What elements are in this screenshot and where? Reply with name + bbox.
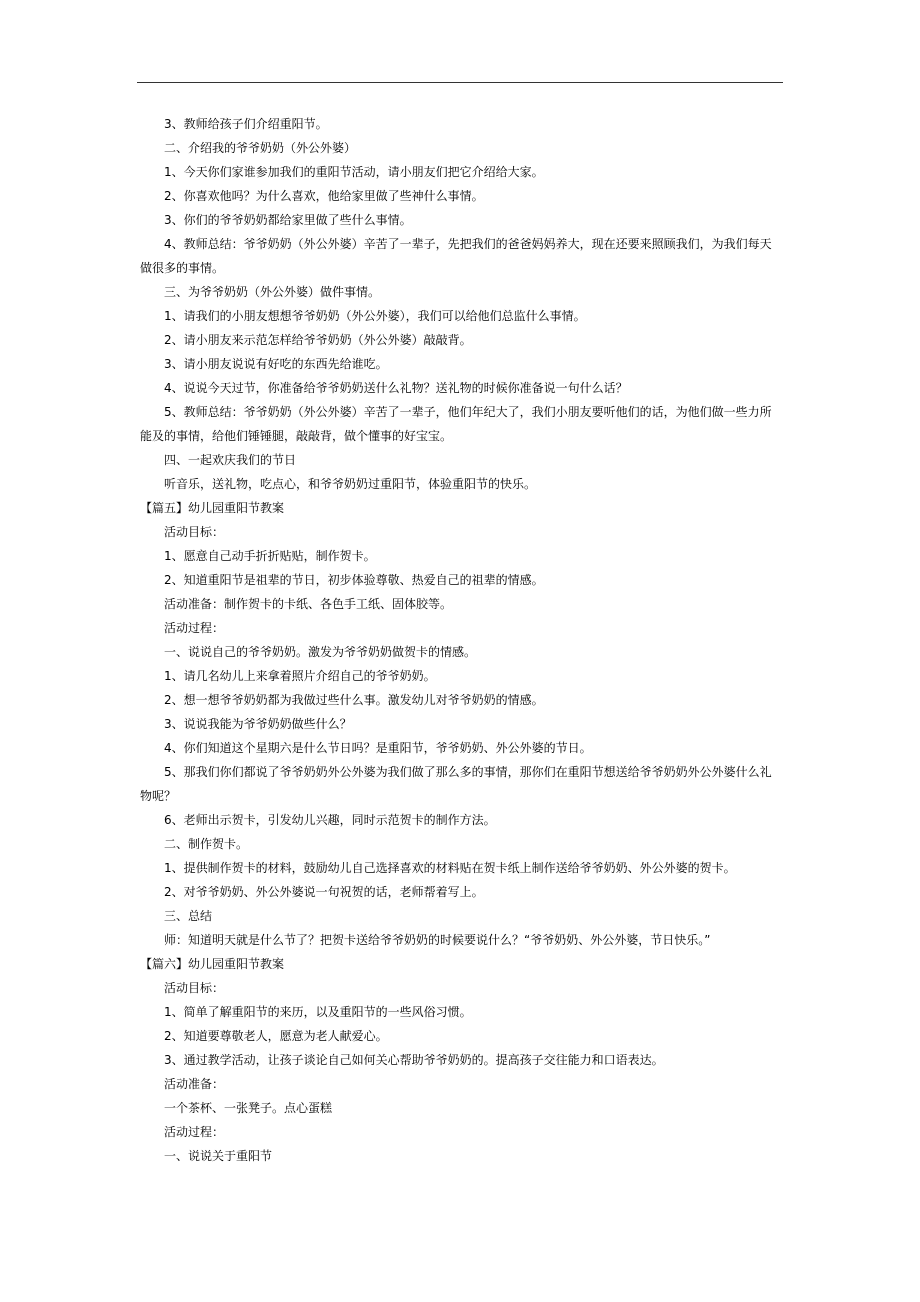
paragraph: 活动准备： [164, 1077, 225, 1091]
paragraph: 活动目标： [164, 525, 225, 539]
section-heading: 三、总结 [164, 909, 213, 923]
chapter-heading: 【篇六】幼儿园重阳节教案 [140, 957, 285, 971]
paragraph: 2、想一想爷爷奶奶都为我做过些什么事。激发幼儿对爷爷奶奶的情感。 [164, 693, 544, 707]
paragraph: 2、知道重阳节是祖辈的节日，初步体验尊敬、热爱自己的祖辈的情感。 [164, 573, 544, 587]
paragraph: 1、愿意自己动手折折贴贴，制作贺卡。 [164, 549, 376, 563]
paragraph: 2、请小朋友来示范怎样给爷爷奶奶（外公外婆）敲敲背。 [164, 333, 472, 347]
paragraph: 1、今天你们家谁参加我们的重阳节活动，请小朋友们把它介绍给大家。 [164, 165, 544, 179]
section-heading: 四、一起欢庆我们的节日 [164, 453, 297, 467]
paragraph: 3、说说我能为爷爷奶奶做些什么？ [164, 717, 352, 731]
paragraph: 师：知道明天就是什么节了？把贺卡送给爷爷奶奶的时候要说什么？“爷爷奶奶、外公外婆，节日快乐。” [164, 933, 711, 947]
paragraph: 3、请小朋友说说有好吃的东西先给谁吃。 [164, 357, 388, 371]
paragraph: 活动过程： [164, 621, 225, 635]
chapter-heading: 【篇五】幼儿园重阳节教案 [140, 501, 285, 515]
paragraph: 3、通过教学活动，让孩子谈论自己如何关心帮助爷爷奶奶的。提高孩子交往能力和口语表达。 [164, 1053, 664, 1067]
paragraph: 3、你们的爷爷奶奶都给家里做了些什么事情。 [164, 213, 412, 227]
section-heading: 一、说说关于重阳节 [164, 1149, 273, 1163]
paragraph: 4、教师总结：爷爷奶奶（外公外婆）辛苦了一辈子，先把我们的爸爸妈妈养大，现在还要来照顾我们，为我们每天做很多的事情。 [140, 237, 772, 275]
paragraph: 2、知道要尊敬老人，愿意为老人献爱心。 [164, 1029, 388, 1043]
section-heading: 一、说说自己的爷爷奶奶。激发为爷爷奶奶做贺卡的情感。 [164, 645, 477, 659]
paragraph: 2、对爷爷奶奶、外公外婆说一句祝贺的话，老师帮着写上。 [164, 885, 484, 899]
section-heading: 二、制作贺卡。 [164, 837, 249, 851]
paragraph: 1、简单了解重阳节的来历，以及重阳节的一些风俗习惯。 [164, 1005, 472, 1019]
paragraph: 活动准备：制作贺卡的卡纸、各色手工纸、固体胶等。 [164, 597, 453, 611]
paragraph: 活动过程： [164, 1125, 225, 1139]
section-heading: 二、介绍我的爷爷奶奶（外公外婆） [164, 141, 357, 155]
paragraph: 活动目标： [164, 981, 225, 995]
paragraph: 6、老师出示贺卡，引发幼儿兴趣，同时示范贺卡的制作方法。 [164, 813, 496, 827]
paragraph: 5、教师总结：爷爷奶奶（外公外婆）辛苦了一辈子，他们年纪大了，我们小朋友要听他们的话，为他们做一些力所能及的事情，给他们锤锤腿，敲敲背，做个懂事的好宝宝。 [140, 405, 772, 443]
paragraph: 1、请我们的小朋友想想爷爷奶奶（外公外婆），我们可以给他们总监什么事情。 [164, 309, 586, 323]
section-heading: 三、为爷爷奶奶（外公外婆）做件事情。 [164, 285, 381, 299]
paragraph: 5、那我们你们都说了爷爷奶奶外公外婆为我们做了那么多的事情，那你们在重阳节想送给爷爷奶奶外公外婆什么礼物呢？ [140, 765, 772, 803]
header-rule [137, 82, 783, 83]
paragraph: 听音乐，送礼物，吃点心，和爷爷奶奶过重阳节，体验重阳节的快乐。 [164, 477, 537, 491]
paragraph: 4、你们知道这个星期六是什么节日吗？是重阳节，爷爷奶奶、外公外婆的节日。 [164, 741, 592, 755]
paragraph: 1、请几名幼儿上来拿着照片介绍自己的爷爷奶奶。 [164, 669, 436, 683]
paragraph: 2、你喜欢他吗？为什么喜欢，他给家里做了些神什么事情。 [164, 189, 484, 203]
paragraph: 一个茶杯、一张凳子。点心蛋糕 [164, 1101, 333, 1115]
paragraph: 3、教师给孩子们介绍重阳节。 [164, 117, 328, 131]
paragraph: 4、说说今天过节，你准备给爷爷奶奶送什么礼物？送礼物的时候你准备说一句什么话？ [164, 381, 628, 395]
paragraph: 1、提供制作贺卡的材料，鼓励幼儿自己选择喜欢的材料贴在贺卡纸上制作送给爷爷奶奶、外公外婆的贺卡。 [164, 861, 736, 875]
document-body [140, 112, 782, 1168]
